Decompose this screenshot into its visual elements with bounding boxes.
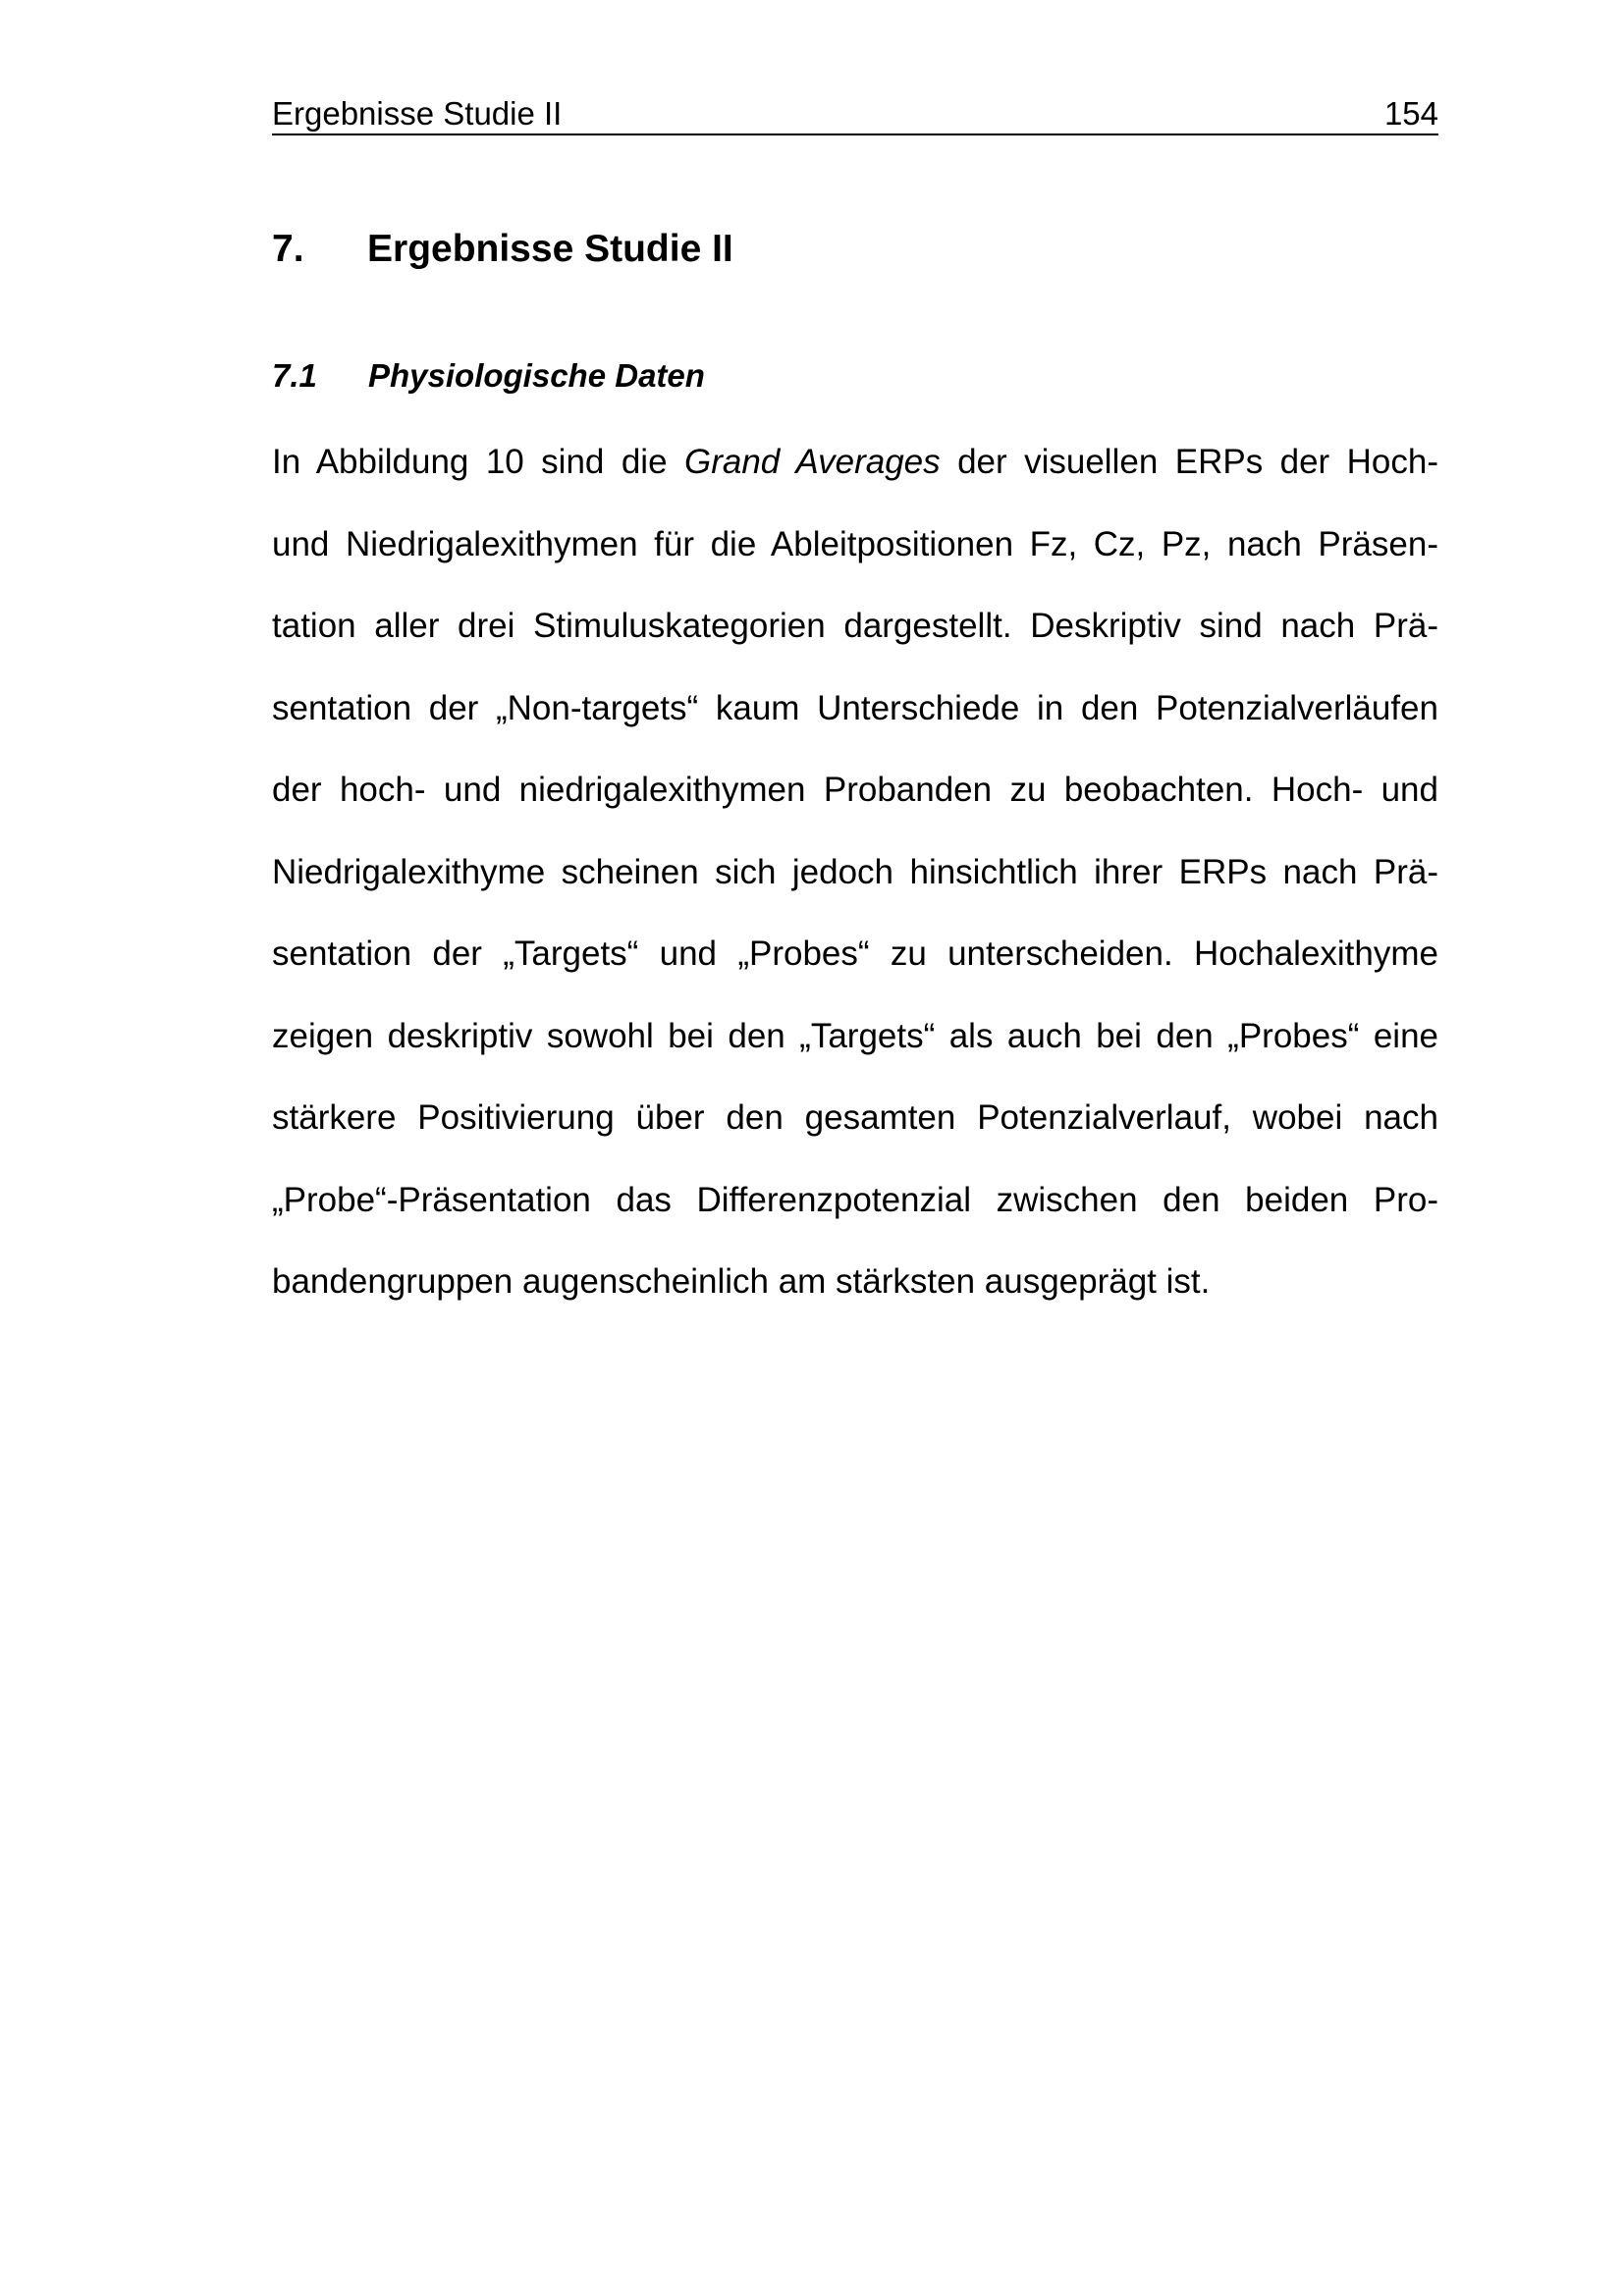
text-span: In Abbildung 10 sind die xyxy=(272,443,684,481)
text-line: sentation der „Targets“ und „Probes“ zu unterscheiden. Hochalexithyme xyxy=(272,934,1438,973)
section-title: Physiologische Daten xyxy=(368,357,705,394)
text-line: zeigen deskriptiv sowohl bei den „Targets“ als auch bei den „Probes“ eine xyxy=(272,1016,1438,1055)
page-number: 154 xyxy=(1383,95,1438,132)
text-line: bandengruppen augenscheinlich am stärksten ausgeprägt ist. xyxy=(272,1262,1211,1301)
text-line: Niedrigalexithyme scheinen sich jedoch hinsichtlich ihrer ERPs nach Prä- xyxy=(272,852,1438,891)
text-line: sentation der „Non-targets“ kaum Unterschiede in den Potenzialverläufen xyxy=(272,688,1438,727)
text-line: „Probe“-Präsentation das Differenzpotenzial zwischen den beiden Pro- xyxy=(272,1180,1438,1219)
body-paragraph xyxy=(272,437,1438,1339)
text-line: stärkere Positivierung über den gesamten Potenzialverlauf, wobei nach xyxy=(272,1098,1438,1137)
chapter-number: 7. xyxy=(272,228,304,270)
text-line xyxy=(272,437,1438,519)
text-span: der visuellen ERPs der Hoch- xyxy=(940,443,1439,481)
running-title: Ergebnisse Studie II xyxy=(272,95,563,132)
text-line: der hoch- und niedrigalexithymen Probanden zu beobachten. Hoch- und xyxy=(272,771,1438,809)
chapter-heading xyxy=(272,224,733,275)
text-line: und Niedrigalexithymen für die Ableitpositionen Fz, Cz, Pz, nach Präsen- xyxy=(272,524,1438,563)
section-heading xyxy=(272,354,705,398)
section-number: 7.1 xyxy=(272,357,317,394)
chapter-title: Ergebnisse Studie II xyxy=(367,228,733,270)
page-header xyxy=(272,94,1438,135)
text-line: tation aller drei Stimuluskategorien dargestellt. Deskriptiv sind nach Prä- xyxy=(272,607,1438,645)
emphasized-term: Grand Averages xyxy=(683,443,941,481)
